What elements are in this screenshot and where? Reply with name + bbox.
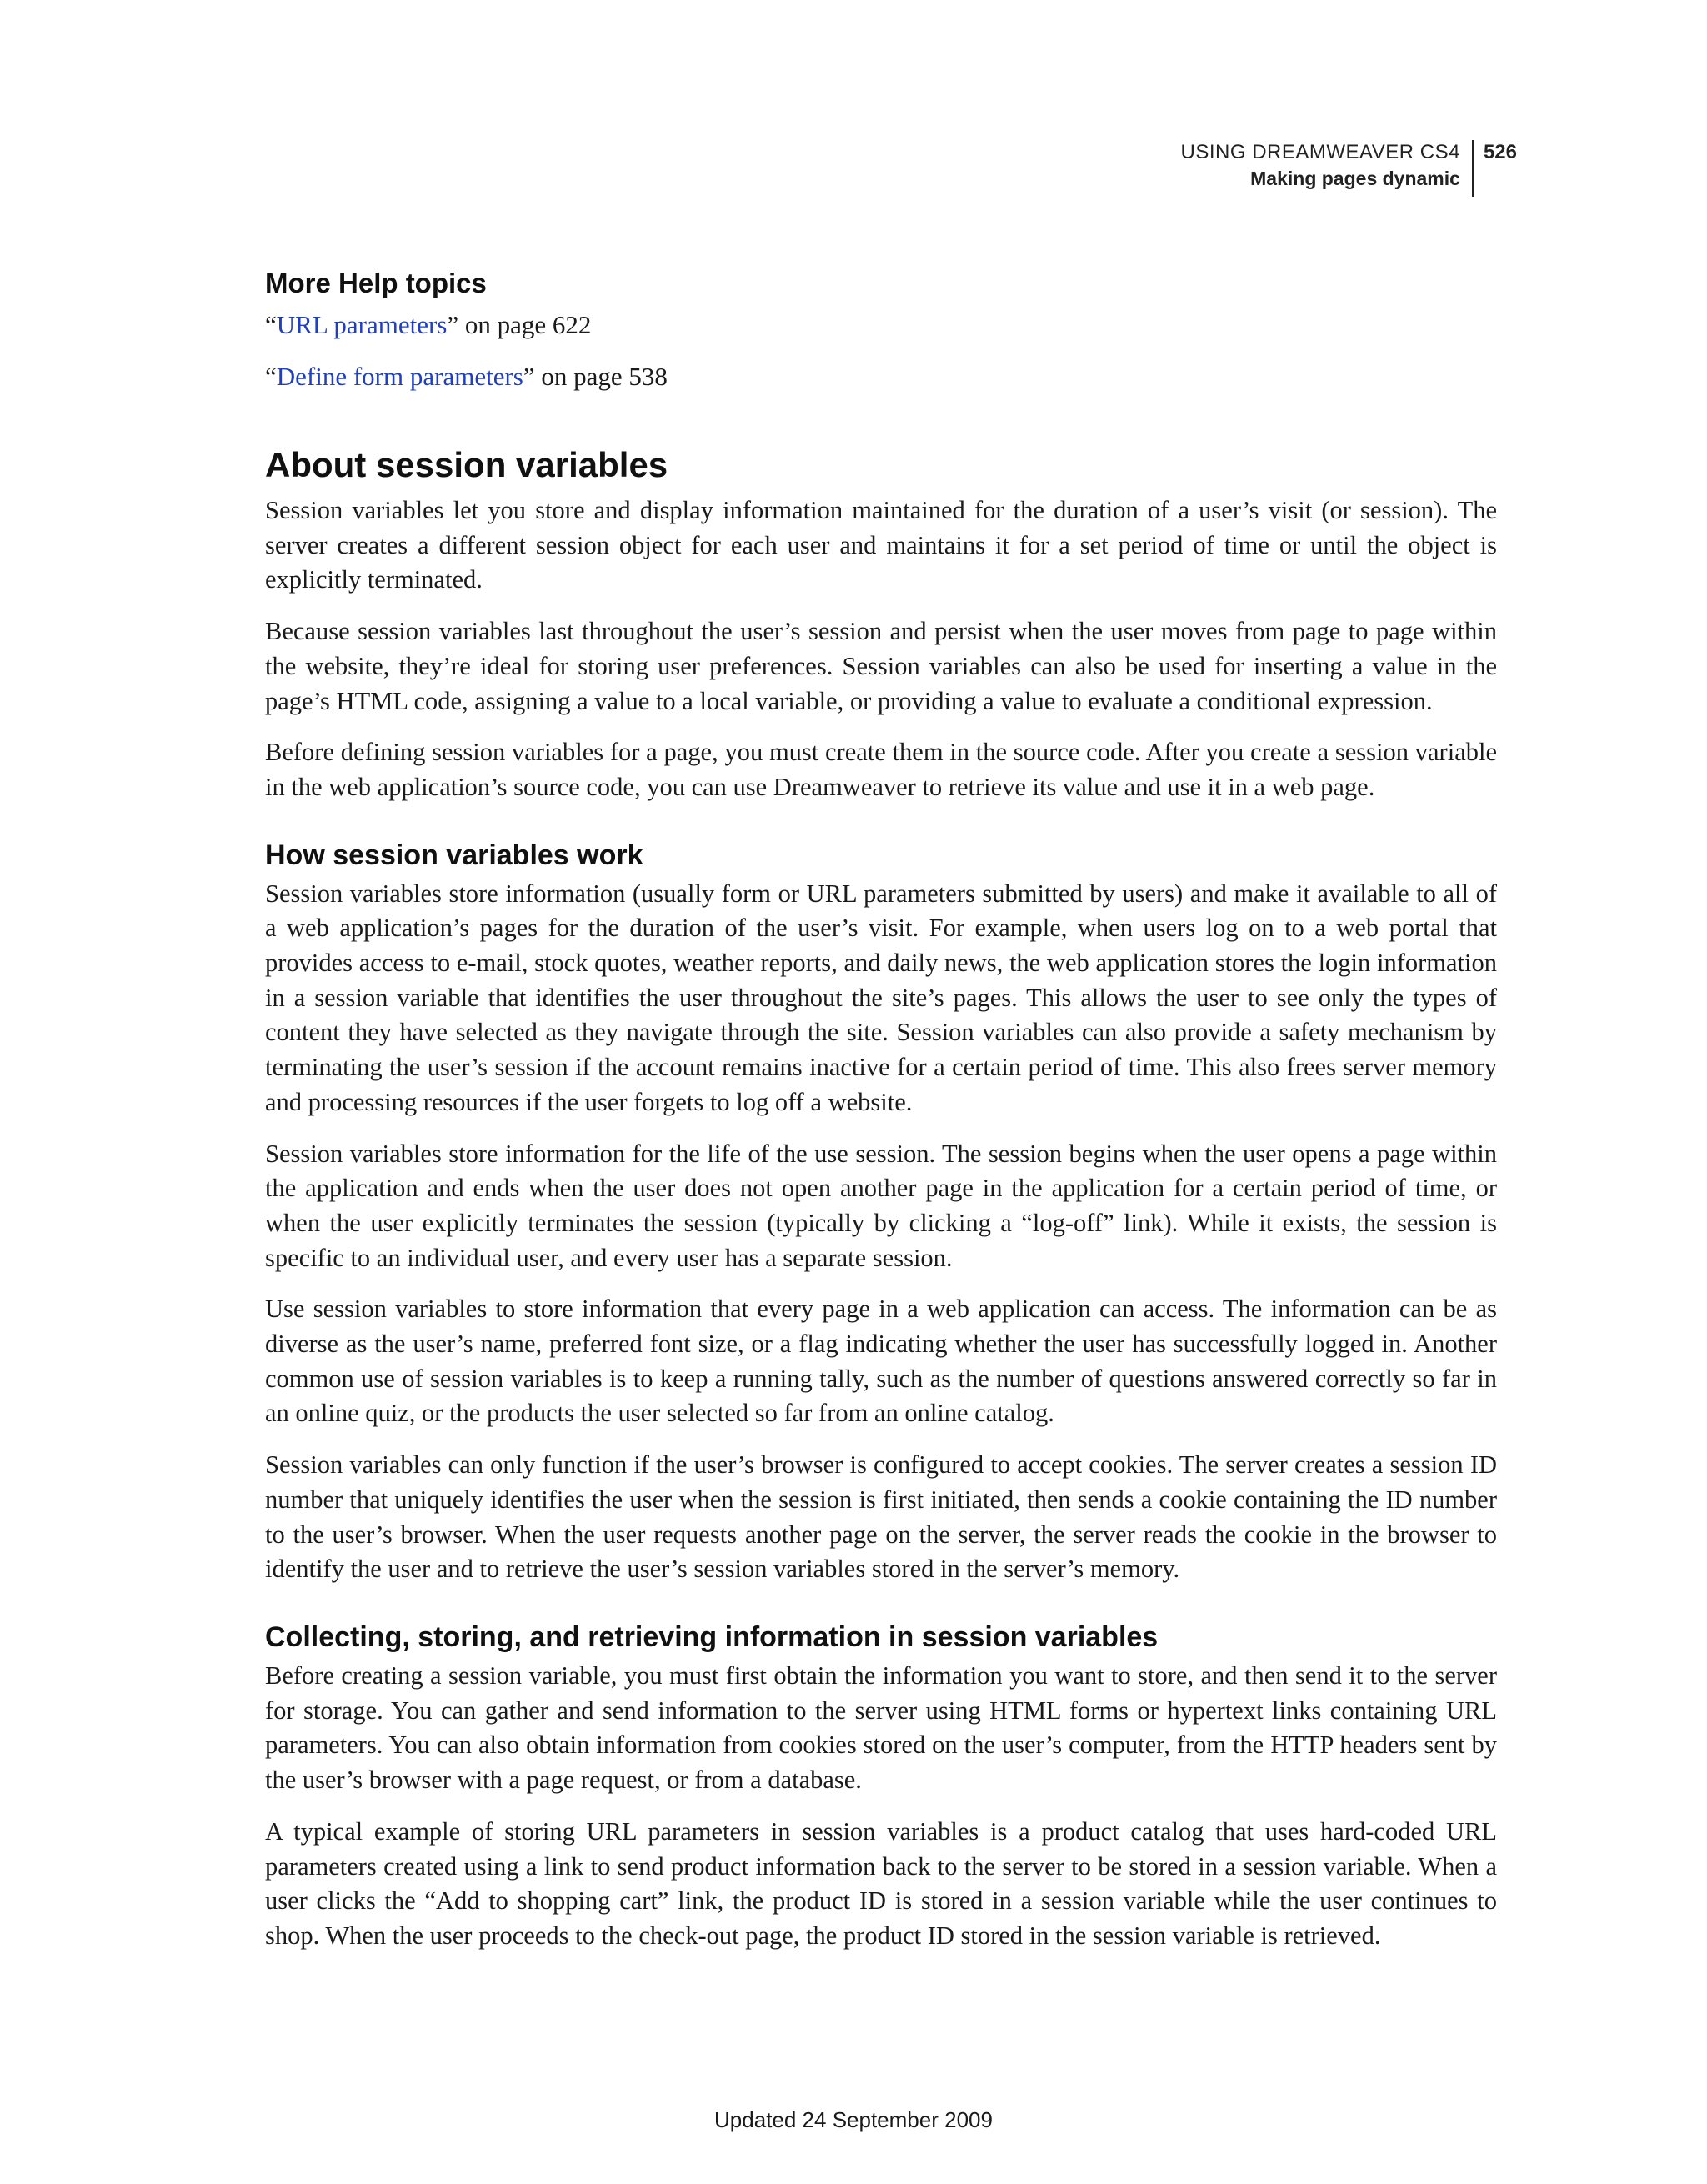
section-paragraph: Session variables let you store and display information maintained for the duration of a user’s visit (or session). The server creates a different session object for each user and maintains it for a set period of time or until the object is explicitly terminated. (265, 496, 1497, 594)
subsection-paragraph: Session variables can only function if the user’s browser is configured to accept cookies. The server creates a session ID number that uniquely identifies the user when the session is first initiated, then sends a cookie containing the ID number to the user’s browser. When the user requests another page on the server, the server reads the cookie in the browser to identify the user and to retrieve the user’s session variables stored in the server’s memory. (265, 1450, 1497, 1584)
open-quote: “ (265, 310, 277, 339)
section-title: About session variables (265, 445, 668, 484)
subsection-paragraph: Before creating a session variable, you must first obtain the information you want to store, and then send it to the server for storage. You can gather and send information to the server using HTML forms or hypertext links containing URL parameters. You can also obtain information from cookies stored on the user’s computer, from the HTTP headers sent by the user’s browser with a page request, or from a database. (265, 1661, 1497, 1795)
more-help-heading: More Help topics (265, 268, 487, 298)
help-link-item (265, 360, 1497, 393)
page-number: 526 (1483, 141, 1517, 163)
subsection-paragraph: Session variables store information for the life of the use session. The session begins when the user opens a page within the application and ends when the user does not open another page in the application for a certain period of time, or when the user explicitly terminates the session (typically by clicking a “log-off” link). While it exists, the session is specific to an individual user, and every user has a separate session. (265, 1139, 1497, 1272)
open-quote: “ (265, 362, 277, 391)
subsection-title-how-session-variables-work: How session variables work (265, 839, 643, 871)
header-subtitle: Making pages dynamic (1250, 168, 1460, 189)
page-content (265, 265, 1497, 1971)
running-header (1181, 140, 1517, 197)
header-title: USING DREAMWEAVER CS4 (1180, 141, 1460, 163)
section-paragraph: Before defining session variables for a page, you must create them in the source code. After you create a session variable in the web application’s source code, you can use Dreamweaver to retrieve its value and use it in a web page. (265, 738, 1497, 801)
help-link-item (265, 308, 1497, 342)
subsection-paragraph: A typical example of storing URL parameters in session variables is a product catalog that uses hard-coded URL parameters created using a link to send product information back to the server to be stored in a session variable. When a user clicks the “Add to shopping cart” link, the product ID is stored in a session variable while the user continues to shop. When the user proceeds to the check-out page, the product ID stored in the session variable is retrieved. (265, 1816, 1497, 1950)
subsection-paragraph: Use session variables to store information that every page in a web application can access. The information can be as diverse as the user’s name, preferred font size, or a flag indicating whether the user has successfully logged in. Another common use of session variables is to keep a running tally, such as the number of questions answered correctly so far in an online quiz, or the products the user selected so far from an online catalog. (265, 1295, 1497, 1428)
header-text-block (1181, 140, 1474, 197)
define-form-parameters-link[interactable]: Define form parameters (276, 362, 523, 391)
section-paragraph: Because session variables last throughout the user’s session and persist when the user moves from page to page within the website, they’re ideal for storing user preferences. Session variables can also be used for inserting a value in the page’s HTML code, assigning a value to a local variable, or providing a value to evaluate a conditional expression. (265, 617, 1497, 715)
page-reference: ” on page 622 (447, 310, 592, 339)
page-footer: Updated 24 September 2009 (714, 2107, 993, 2132)
subsection-paragraph: Session variables store information (usually form or URL parameters submitted by users) and make it available to all of a web application’s pages for the duration of the user’s visit. For example, when users log on to a web portal that provides access to e-mail, stock quotes, weather reports, and daily news, the web application stores the login information in a session variable that identifies the user throughout the site’s pages. This allows the user to see only the types of content they have selected as they navigate through the site. Session variables can also provide a safety mechanism by terminating the user’s session if the account remains inactive for a certain period of time. This also frees server memory and processing resources if the user forgets to log off a website. (265, 879, 1497, 1116)
page-reference: ” on page 538 (523, 362, 668, 391)
subsection-title-collecting-storing-retrieving: Collecting, storing, and retrieving information in session variables (265, 1620, 1159, 1653)
url-parameters-link[interactable]: URL parameters (276, 310, 448, 339)
